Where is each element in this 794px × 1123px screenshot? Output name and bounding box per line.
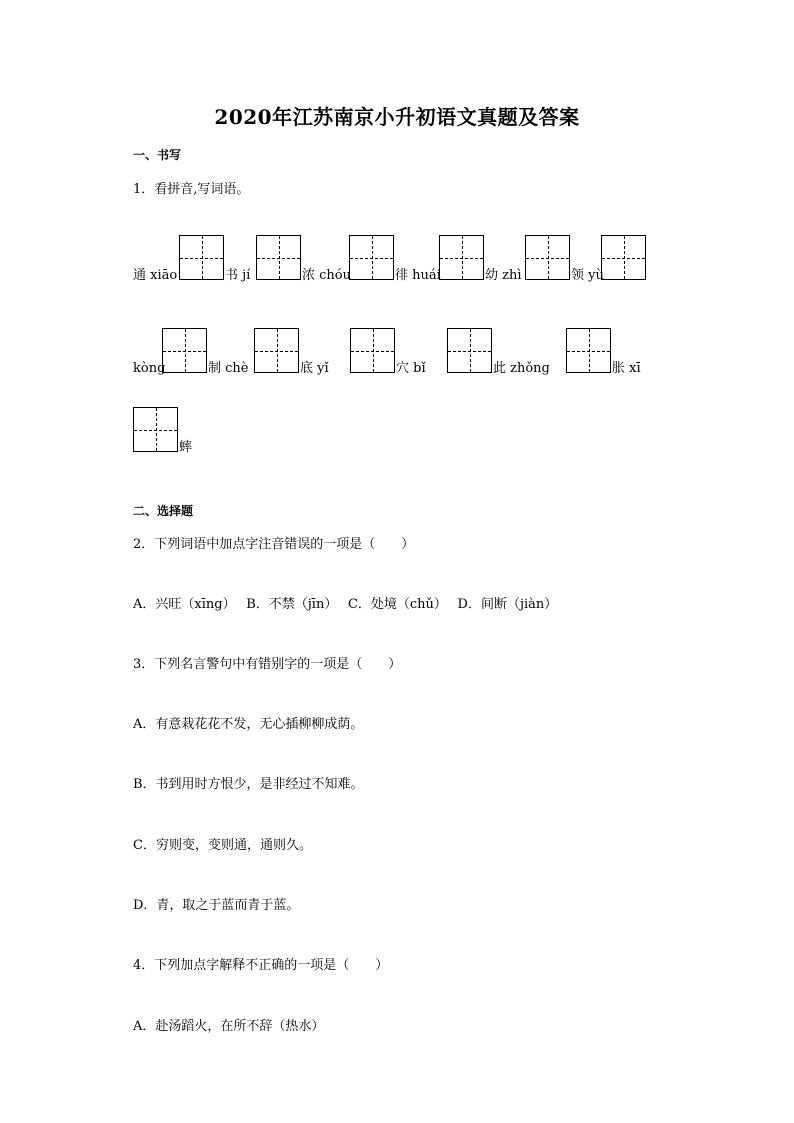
pinyin-label: 徘 huái bbox=[395, 268, 441, 283]
pinyin-label: 蟀 bbox=[179, 440, 193, 455]
page-title: 2020年江苏南京小升初语文真题及答案 bbox=[214, 105, 580, 129]
question-4: 4．下列加点字解释不正确的一项是（ ） bbox=[133, 958, 389, 973]
writing-box[interactable] bbox=[162, 328, 207, 373]
question-2: 2．下列词语中加点字注音错误的一项是（ ） bbox=[133, 537, 415, 552]
pinyin-row-1 bbox=[0, 235, 794, 285]
question-3-option-d: D．青，取之于蓝而青于蓝。 bbox=[133, 898, 300, 913]
question-3-option-a: A．有意栽花花不发，无心插柳柳成荫。 bbox=[133, 717, 364, 732]
question-3: 3．下列名言警句中有错别字的一项是（ ） bbox=[133, 657, 402, 672]
question-4-option-a: A．赴汤蹈火，在所不辞（热水） bbox=[133, 1019, 325, 1034]
question-3-option-c: C．穷则变，变则通，通则久。 bbox=[133, 838, 312, 853]
writing-box[interactable] bbox=[179, 235, 224, 280]
writing-box[interactable] bbox=[349, 235, 394, 280]
writing-box[interactable] bbox=[525, 235, 570, 280]
question-2-options: A．兴旺（xīng） B．不禁（jīn） C．处境（chǔ） D．间断（jiàn） bbox=[133, 597, 558, 612]
writing-box[interactable] bbox=[439, 235, 484, 280]
section-heading-choice: 二、选择题 bbox=[133, 504, 194, 518]
writing-box[interactable] bbox=[256, 235, 301, 280]
pinyin-row-3 bbox=[0, 407, 794, 457]
pinyin-label: 穴 bǐ bbox=[396, 361, 426, 376]
pinyin-label: 胀 xī bbox=[612, 361, 641, 376]
pinyin-label: 领 yù bbox=[571, 268, 604, 283]
pinyin-label: 浓 chóu bbox=[302, 268, 351, 283]
pinyin-label: kòng bbox=[133, 361, 166, 376]
pinyin-row-2 bbox=[0, 328, 794, 378]
pinyin-label: 此 zhǒng bbox=[493, 361, 550, 376]
section-heading-writing: 一、书写 bbox=[133, 148, 182, 162]
pinyin-label: 幼 zhì bbox=[485, 268, 522, 283]
pinyin-label: 底 yǐ bbox=[300, 361, 329, 376]
question-1: 1．看拼音,写词语。 bbox=[133, 182, 250, 197]
pinyin-label: 制 chè bbox=[208, 361, 249, 376]
writing-box[interactable] bbox=[601, 235, 646, 280]
writing-box[interactable] bbox=[133, 407, 178, 452]
writing-box[interactable] bbox=[566, 328, 611, 373]
pinyin-label: 书 jí bbox=[225, 268, 251, 283]
writing-box[interactable] bbox=[350, 328, 395, 373]
question-3-option-b: B．书到用时方恨少，是非经过不知难。 bbox=[133, 777, 364, 792]
writing-box[interactable] bbox=[254, 328, 299, 373]
pinyin-label: 通 xiāo bbox=[133, 268, 178, 283]
writing-box[interactable] bbox=[447, 328, 492, 373]
